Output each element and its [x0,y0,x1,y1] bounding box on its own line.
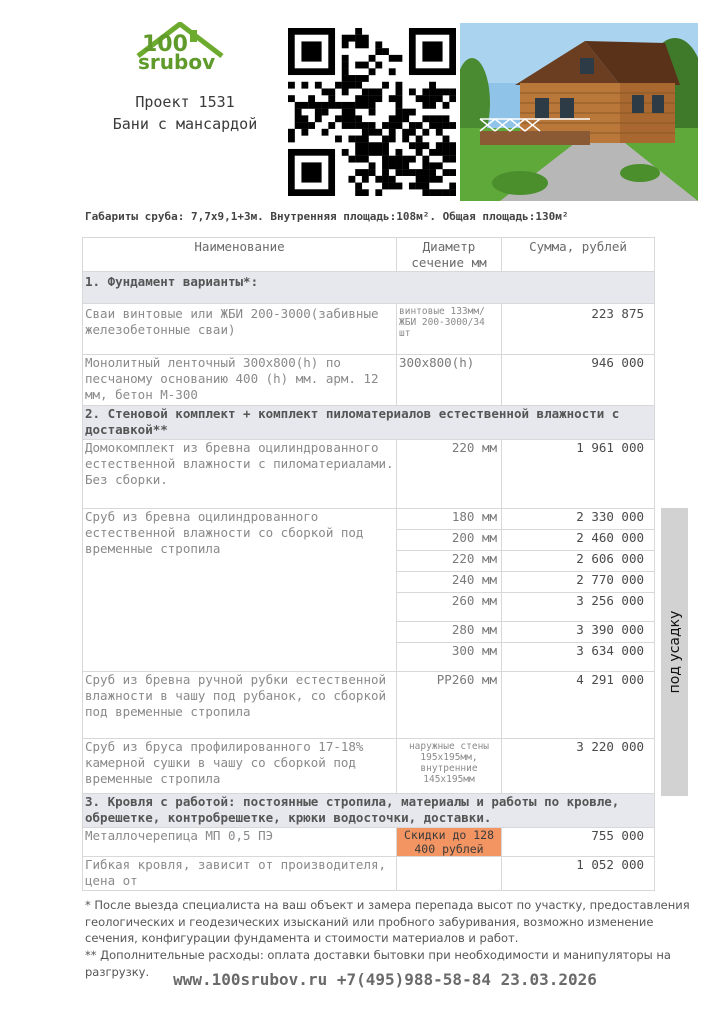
row-sum: 946 000 [502,355,655,406]
table-row [83,509,655,530]
row-sum: 3 390 000 [502,622,655,643]
footer-contacts[interactable]: www.100srubov.ru +7(495)988-58-84 23.03.2026 [173,970,597,989]
header-sum: Сумма, рублей [502,238,655,272]
row-name: Сваи винтовые или ЖБИ 200-3000(забивные железобетонные сваи) [83,304,397,355]
project-subtitle: Бани с мансардой [112,115,258,133]
row-spec: 220 мм [397,551,502,572]
dimensions-line: Габариты сруба: 7,7х9,1+3м. Внутренняя площадь:108м². Общая площадь:130м² [85,210,569,223]
row-sum: 1 052 000 [502,857,655,891]
header-name: Наименование [83,238,397,272]
row-spec: наружные стены 195х195мм, внутренние 145х195мм [397,739,502,794]
row-name: Сруб из бревна оцилиндрованного естественной влажности со сборкой под временные стропила [83,509,397,672]
row-spec: 200 мм [397,530,502,551]
row-spec: 180 мм [397,509,502,530]
row-sum: 3 256 000 [502,593,655,622]
row-sum: 2 330 000 [502,509,655,530]
qr-code-icon[interactable] [288,28,456,196]
table-row [83,440,655,509]
table-row [83,672,655,739]
row-sum: 223 875 [502,304,655,355]
row-sum: 4 291 000 [502,672,655,739]
row-sum: 755 000 [502,828,655,857]
row-spec: 300х800(h) [397,355,502,406]
row-sum: 2 460 000 [502,530,655,551]
company-logo [130,22,225,82]
row-spec: 220 мм [397,440,502,509]
row-name: Сруб из бревна ручной рубки естественной влажности в чашу под рубанок, со сборкой под временные стропила [83,672,397,739]
row-spec: 260 мм [397,593,502,622]
row-sum: 1 961 000 [502,440,655,509]
row-spec: 280 мм [397,622,502,643]
row-name: Домокомплект из бревна оцилиндрованного естественной влажности с пиломатериалами. Без сборки. [83,440,397,509]
section-foundation: 1. Фундамент варианты*: [83,272,655,304]
row-spec: 300 мм [397,643,502,672]
header-diameter: Диаметр сечение мм [397,238,502,272]
row-spec: 240 мм [397,572,502,593]
row-sum: 2 770 000 [502,572,655,593]
side-label-text: под усадку [666,610,683,694]
table-row [83,355,655,406]
house-photo [460,23,698,201]
row-name: Сруб из бруса профилированного 17-18% камерной сушки в чашу со сборкой под временные стропила [83,739,397,794]
row-name: Металлочерепица МП 0,5 ПЭ [83,828,397,857]
table-header-row [83,238,655,272]
row-spec: РР260 мм [397,672,502,739]
section-walls: 2. Стеновой комплект + комплект пиломатериалов естественной влажности с доставкой** [83,406,655,440]
table-row [83,304,655,355]
row-sum: 3 220 000 [502,739,655,794]
section-roof: 3. Кровля с работой: постоянные стропила, материалы и работы по кровле, обрешетке, контробрешетке, крюки водосточки, доставки. [83,794,655,828]
project-title: Проект 1531 [135,93,235,111]
row-sum: 2 606 000 [502,551,655,572]
row-name: Монолитный ленточный 300х800(h) по песчаному основанию 400 (h) мм. арм. 12 мм, бетон М-300 [83,355,397,406]
side-label [661,508,688,796]
row-spec [397,857,502,891]
logo-number: 100 [142,32,188,57]
row-name: Гибкая кровля, зависит от производителя, цена от [83,857,397,891]
footnote-2: ** Дополнительные расходы: оплата доставки бытовки при необходимости и манипуляторы на разгрузку. [85,948,671,979]
discount-badge: Скидки до 128 400 рублей [397,828,502,857]
table-row [83,828,655,857]
row-spec: винтовые 133мм/ЖБИ 200-3000/34 шт [397,304,502,355]
row-sum: 3 634 000 [502,643,655,672]
footnote-1: * После выезда специалиста на ваш объект и замера перепада высот по участку, предоставления геологических и геодезических изысканий или пробного забуривания, возможно изменение сечения, конфигурации фундамента и стоимости материалов и работ. [85,898,690,945]
table-row [83,857,655,891]
price-table [82,237,655,891]
logo-brand: srubov [138,50,216,74]
table-row [83,739,655,794]
